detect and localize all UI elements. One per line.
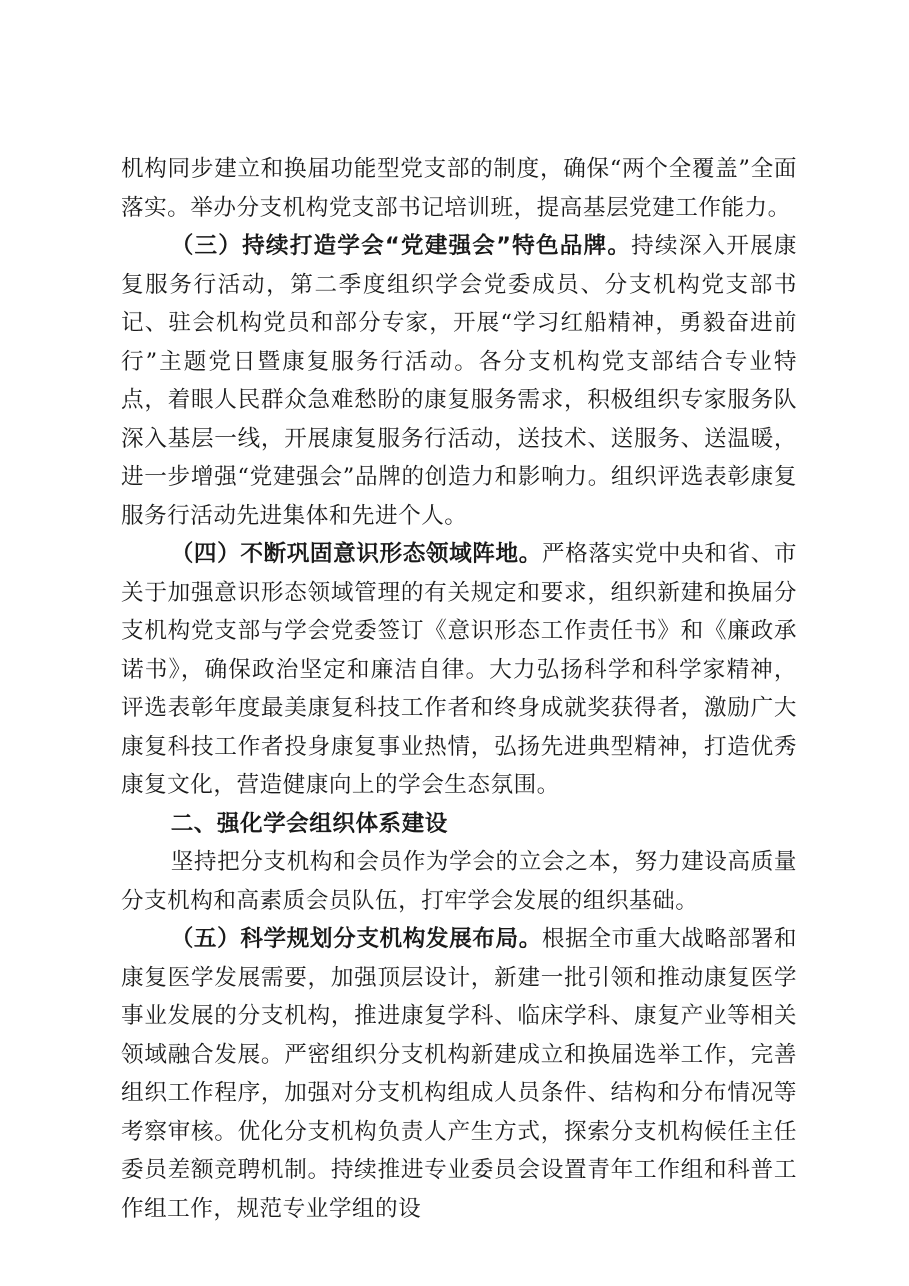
paragraph-text: 持续深入开展康复服务行活动，第二季度组织学会党委成员、分支机构党支部书记、驻会机构党员和部分专家，开展“学习红船精神，勇毅奋进前行”主题党日暨康复服务行活动。各分支机构党支部结合专业特点，着眼人民群众急难愁盼的康复服务需求，积极组织专家服务队深入基层一线，开展康复服务行活动，送技术、送服务、送温暖，进一步增强“党建强会”品牌的创造力和影响力。组织评选表彰康复服务行活动先进集体和先进个人。 (121, 233, 798, 529)
paragraph-text: 根据全市重大战略部署和康复医学发展需要，加强顶层设计，新建一批引领和推动康复医学事业发展的分支机构，推进康复学科、临床学科、康复产业等相关领域融合发展。严密组织分支机构新建成立和换届选举工作，完善组织工作程序，加强对分支机构组成人员条件、结构和分布情况等考察审核。优化分支机构负责人产生方式，探索分支机构候任主任委员差额竞聘机制。持续推进专业委员会设置青年工作组和科普工作组工作，规范专业学组的设 (121, 926, 798, 1222)
section-intro-paragraph (121, 843, 797, 920)
paragraph-continuation (121, 150, 797, 227)
section-heading: 二、强化学会组织体系建设 (170, 810, 448, 837)
paragraph-lead: （四）不断巩固意识形态领域阵地。 (170, 541, 542, 567)
paragraph-lead: （三）持续打造学会“党建强会”特色品牌。 (170, 233, 632, 259)
paragraph-text: 严格落实党中央和省、市关于加强意识形态领域管理的有关规定和要求，组织新建和换届分支机构党支部与学会党委签订《意识形态工作责任书》和《廉政承诺书》，确保政治坚定和廉洁自律。大力弘扬科学和科学家精神，评选表彰年度最美康复科技工作者和终身成就奖获得者，激励广大康复科技工作者投身康复事业热情，弘扬先进典型精神，打造优秀康复文化，营造健康向上的学会生态氛围。 (121, 541, 798, 798)
paragraph-item-four (121, 535, 797, 805)
paragraph-item-three (121, 227, 797, 535)
paragraph-item-five (121, 920, 797, 1228)
paragraph-text: 机构同步建立和换届功能型党支部的制度，确保“两个全覆盖”全面落实。举办分支机构党支部书记培训班，提高基层党建工作能力。 (121, 156, 797, 221)
paragraph-lead: （五）科学规划分支机构发展布局。 (170, 926, 542, 952)
document-body (121, 150, 797, 1228)
paragraph-text: 坚持把分支机构和会员作为学会的立会之本，努力建设高质量分支机构和高素质会员队伍，打牢学会发展的组织基础。 (121, 849, 797, 914)
